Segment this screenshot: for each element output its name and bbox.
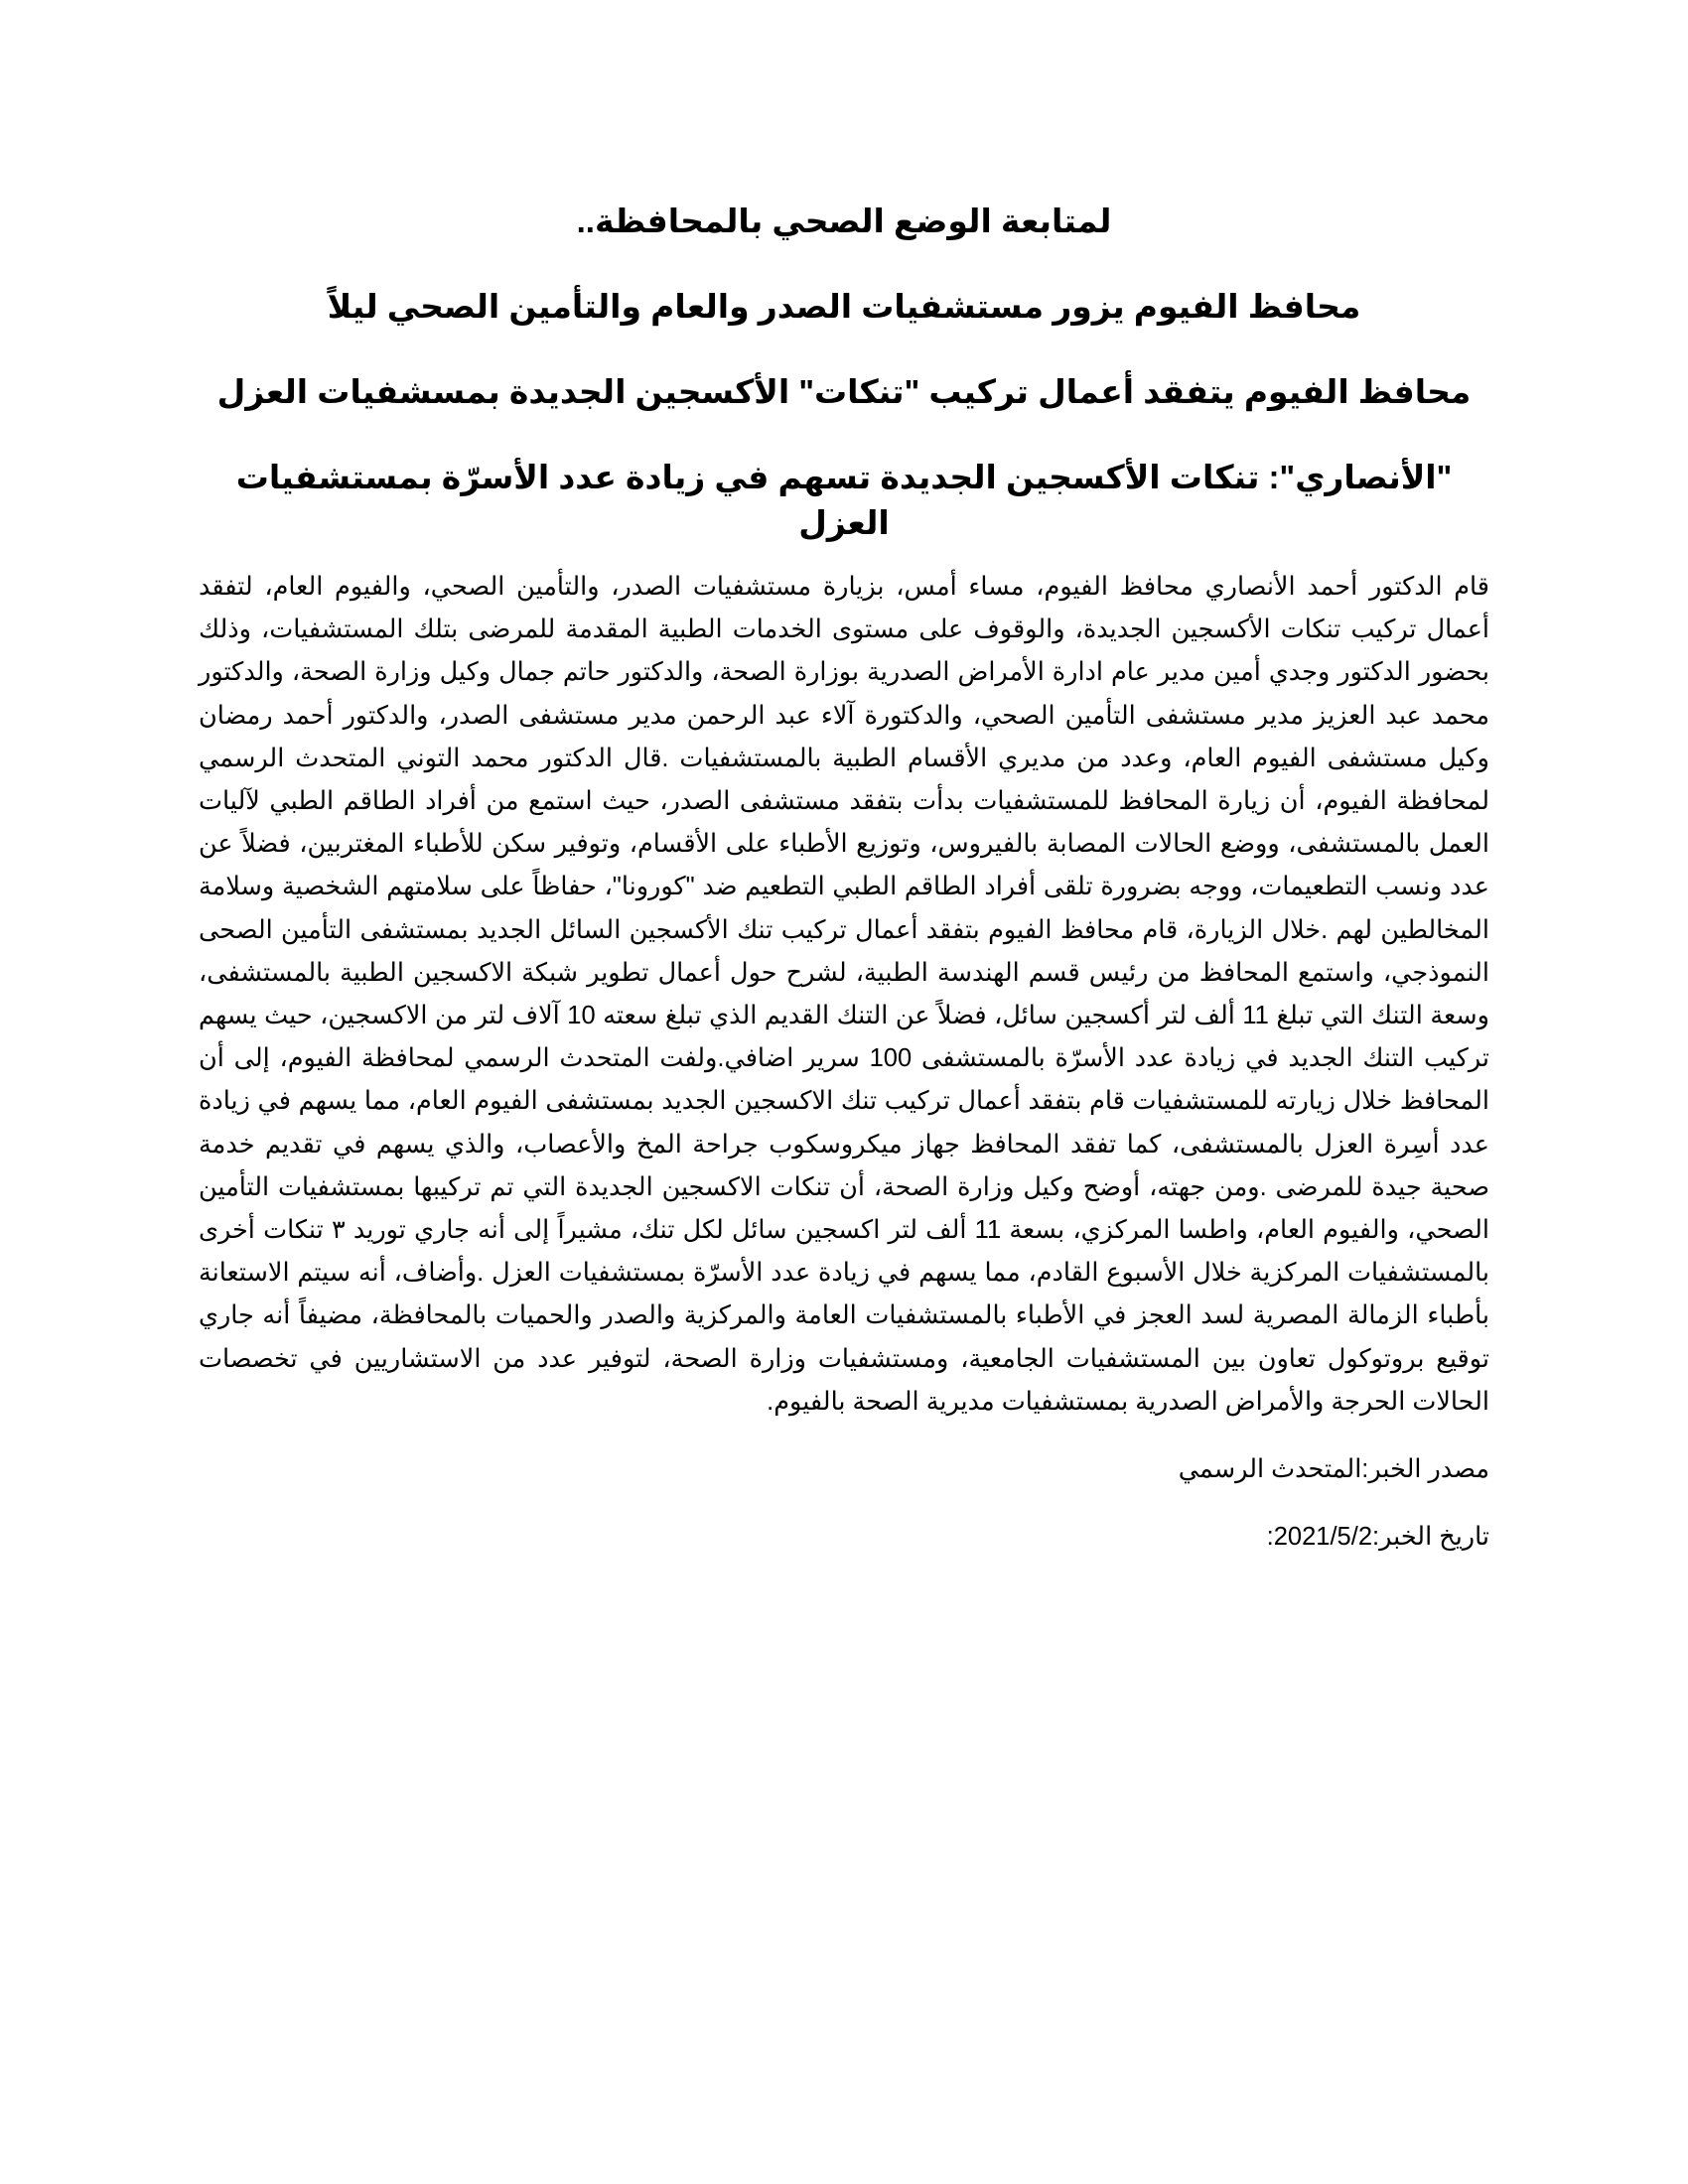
document-page <box>199 189 1489 1557</box>
kicker-headline: لمتابعة الوضع الصحي بالمحافظة.. <box>576 203 1112 239</box>
article-body: قام الدكتور أحمد الأنصاري محافظ الفيوم، مساء أمس، بزيارة مستشفيات الصدر، والتأمين الصحي، والفيوم العام، لتفقد أعمال تركيب تنكات الأكسجين الجديدة، والوقوف على مستوى الخدمات الطبية المقدمة للمرضى بتلك المستشفيات، وذلك بحضور الدكتور وجدي أمين مدير عام ادارة الأمراض الصدرية بوزارة الصحة، والدكتور حاتم جمال وكيل وزارة الصحة، والدكتور محمد عبد العزيز مدير مستشفى التأمين الصحي، والدكتورة آلاء عبد الرحمن مدير مستشفى الصدر، والدكتور أحمد رمضان وكيل مستشفى الفيوم العام، وعدد من مديري الأقسام الطبية بالمستشفيات .قال الدكتور محمد التوني المتحدث الرسمي لمحافظة الفيوم، أن زيارة المحافظ للمستشفيات بدأت بتفقد مستشفى الصدر، حيث استمع من أفراد الطاقم الطبي لآليات العمل بالمستشفى، ووضع الحالات المصابة بالفيروس، وتوزيع الأطباء على الأقسام، وتوفير سكن للأطباء المغتربين، فضلاً عن عدد ونسب التطعيمات، ووجه بضرورة تلقى أفراد الطاقم الطبي التطعيم ضد "كورونا"، حفاظاً على سلامتهم الشخصية وسلامة المخالطين لهم .خلال الزيارة، قام محافظ الفيوم بتفقد أعمال تركيب تنك الأكسجين السائل الجديد بمستشفى التأمين الصحى النموذجي، واستمع المحافظ من رئيس قسم الهندسة الطبية، لشرح حول أعمال تطوير شبكة الاكسجين الطبية بالمستشفى، وسعة التنك التي تبلغ 11 ألف لتر أكسجين سائل، فضلاً عن التنك القديم الذي تبلغ سعته 10 آلاف لتر من الاكسجين، حيث يسهم تركيب التنك الجديد في زيادة عدد الأسرّة بالمستشفى 100 سرير اضافي.ولفت المتحدث الرسمي لمحافظة الفيوم، إلى أن المحافظ خلال زيارته للمستشفيات قام بتفقد أعمال تركيب تنك الاكسجين الجديد بمستشفى الفيوم العام، مما يسهم في زيادة عدد أسِرة العزل بالمستشفى، كما تفقد المحافظ جهاز ميكروسكوب جراحة المخ والأعصاب، والذي يسهم في تقديم خدمة صحية جيدة للمرضى .ومن جهته، أوضح وكيل وزارة الصحة، أن تنكات الاكسجين الجديدة التي تم تركيبها بمستشفيات التأمين الصحي، والفيوم العام، واطسا المركزي، بسعة 11 ألف لتر اكسجين سائل لكل تنك، مشيراً إلى أنه جاري توريد ٣ تنكات أخرى بالمستشفيات المركزية خلال الأسبوع القادم، مما يسهم في زيادة عدد الأسرّة بمستشفيات العزل .وأضاف، أنه سيتم الاستعانة بأطباء الزمالة المصرية لسد العجز في الأطباء بالمستشفيات العامة والمركزية والصدر والحميات بالمحافظة، مضيفاً أنه جاري توقيع بروتوكول تعاون بين المستشفيات الجامعية، ومستشفيات وزارة الصحة، لتوفير عدد من الاستشاريين في تخصصات الحالات الحرجة والأمراض الصدرية بمستشفيات مديرية الصحة بالفيوم. <box>199 573 1490 1416</box>
main-headline: محافظ الفيوم يزور مستشفيات الصدر والعام والتأمين الصحي ليلاً <box>327 288 1361 325</box>
news-source: مصدر الخبر:المتحدث الرسمي <box>1178 1455 1489 1484</box>
news-date: تاريخ الخبر:2021/5/2: <box>1266 1523 1489 1552</box>
quote-headline: "الأنصاري": تنكات الأكسجين الجديدة تسهم في زيادة عدد الأسرّة بمستشفيات العزل <box>235 459 1453 541</box>
sub-headline: محافظ الفيوم يتفقد أعمال تركيب "تنكات" الأكسجين الجديدة بمسشفيات العزل <box>216 373 1472 410</box>
